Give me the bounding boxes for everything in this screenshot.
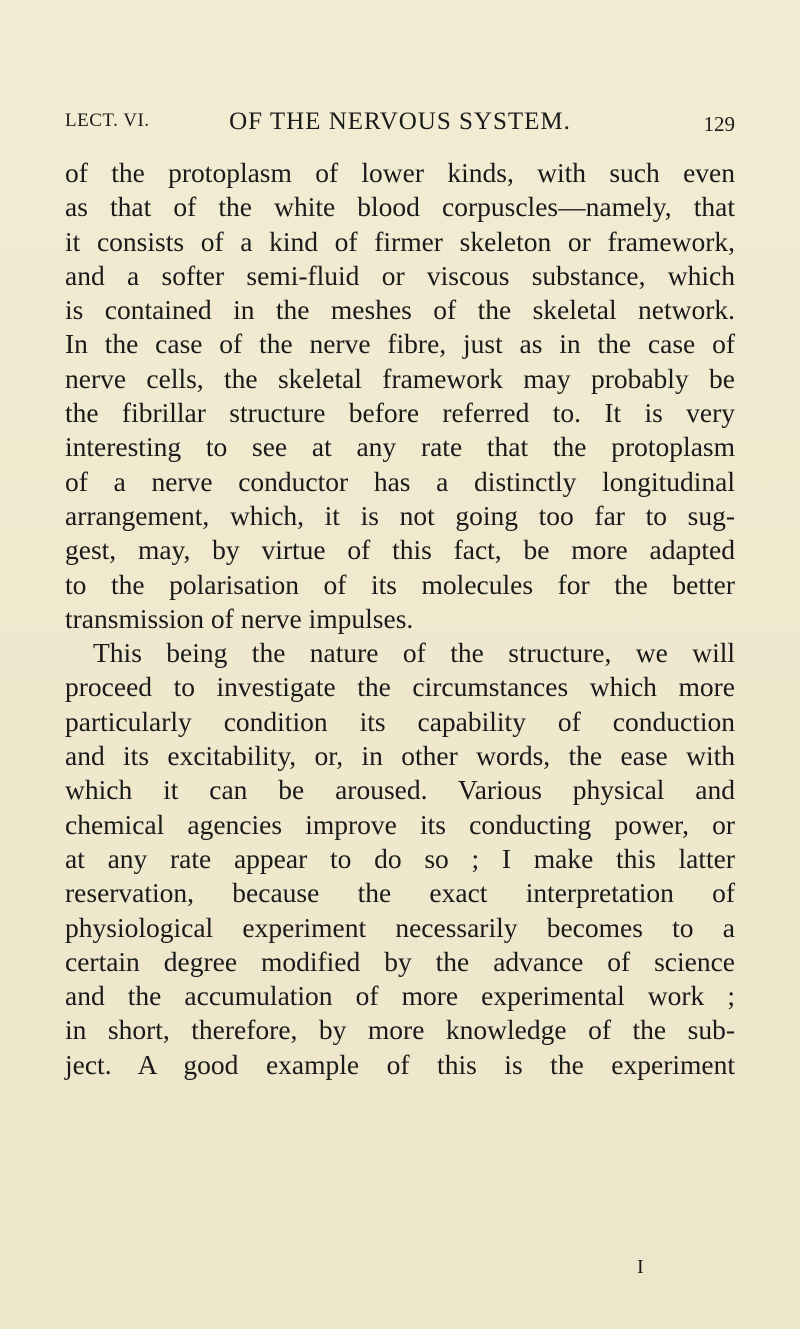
text-line: proceed to investigate the circumstances which more [65, 671, 735, 703]
text-line: is contained in the meshes of the skeletal network. [65, 294, 735, 326]
text-line: and its excitability, or, in other words, the ease with [65, 740, 735, 772]
text-line: of a nerve conductor has a distinctly longitudinal [65, 465, 735, 497]
text-line: ject. A good example of this is the experiment [65, 1048, 735, 1080]
signature-mark: I [637, 1256, 644, 1278]
text-line: certain degree modified by the advance of science [65, 945, 735, 977]
text-line: which it can be aroused. Various physical and [65, 774, 735, 806]
running-header [65, 108, 735, 140]
page-number: 129 [703, 112, 735, 136]
text-line: transmission of nerve impulses. [65, 602, 414, 634]
text-line: reservation, because the exact interpretation of [65, 877, 735, 909]
text-line: In the case of the nerve fibre, just as in the case of [65, 328, 735, 360]
text-line: and the accumulation of more experimental work ; [65, 980, 735, 1012]
text-line: the fibrillar structure before referred to. It is very [65, 397, 735, 429]
lecture-label: LECT. VI. [65, 110, 150, 131]
text-line: physiological experiment necessarily becomes to a [65, 911, 735, 943]
text-line: to the polarisation of its molecules for the better [65, 568, 735, 600]
text-line: This being the nature of the structure, we will [93, 637, 735, 669]
text-line: in short, therefore, by more knowledge of the sub- [65, 1014, 735, 1046]
text-line: at any rate appear to do so ; I make this latter [65, 842, 735, 874]
running-title: OF THE NERVOUS SYSTEM. [229, 108, 571, 135]
text-line: it consists of a kind of firmer skeleton or framework, [65, 225, 735, 257]
text-line: gest, may, by virtue of this fact, be more adapted [65, 534, 735, 566]
text-line: arrangement, which, it is not going too far to sug- [65, 499, 735, 531]
body-text [65, 156, 735, 1082]
text-line: as that of the white blood corpuscles—namely, that [65, 191, 735, 223]
text-line: of the protoplasm of lower kinds, with such even [65, 157, 735, 188]
text-line: nerve cells, the skeletal framework may probably be [65, 362, 735, 394]
text-line: chemical agencies improve its conducting power, or [65, 808, 735, 840]
text-line: particularly condition its capability of conduction [65, 705, 735, 737]
text-line: interesting to see at any rate that the protoplasm [65, 431, 735, 463]
text-line: and a softer semi-fluid or viscous substance, which [65, 259, 735, 291]
